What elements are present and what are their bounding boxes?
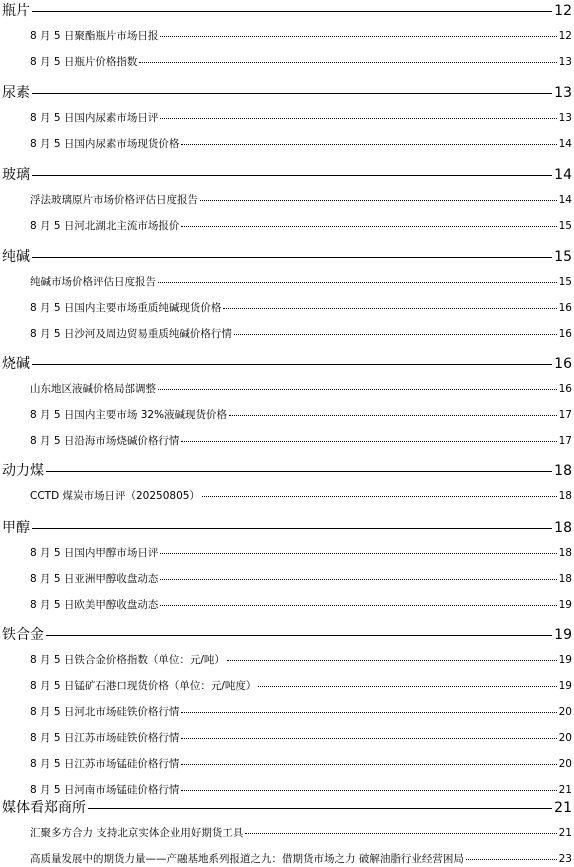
toc-entry-title: 8 月 5 日国内甲醇市场日评 xyxy=(30,547,159,559)
toc-section-title: 烧碱 xyxy=(2,356,30,372)
toc-leader-line xyxy=(32,11,552,12)
toc-entry-page: 18 xyxy=(558,490,572,502)
toc-section-title: 甲醇 xyxy=(2,520,30,536)
toc-entry-page: 17 xyxy=(558,409,572,421)
toc-section-title: 瓶片 xyxy=(2,3,30,19)
toc-section-heading[interactable] xyxy=(2,246,572,266)
toc-entry-page: 21 xyxy=(558,784,572,796)
toc-entry-page: 20 xyxy=(558,706,572,718)
toc-entry-page: 17 xyxy=(558,435,572,447)
toc-entry[interactable] xyxy=(30,756,572,772)
toc-leader-dots xyxy=(258,686,556,687)
toc-leader-dots xyxy=(160,605,556,606)
toc-leader-dots xyxy=(200,200,557,201)
toc-entry-page: 14 xyxy=(558,194,572,206)
toc-leader-line xyxy=(32,175,552,176)
toc-entry[interactable] xyxy=(30,274,572,290)
toc-leader-dots xyxy=(181,144,556,145)
toc-entry-page: 16 xyxy=(558,328,572,340)
toc-section-heading[interactable] xyxy=(2,353,572,373)
toc-entry-page: 12 xyxy=(558,30,572,42)
toc-entry-page: 13 xyxy=(558,112,572,124)
toc-entry[interactable] xyxy=(30,652,572,668)
toc-page-number: 16 xyxy=(554,356,572,372)
toc-entry-title: 8 月 5 日沿海市场烧碱价格行情 xyxy=(30,435,180,447)
toc-page-number: 13 xyxy=(554,85,572,101)
toc-entry-page: 19 xyxy=(558,680,572,692)
toc-entry[interactable] xyxy=(30,488,572,504)
toc-leader-dots xyxy=(181,764,556,765)
toc-leader-dots xyxy=(181,712,556,713)
toc-page-number: 18 xyxy=(554,463,572,479)
toc-entry-title: 8 月 5 日国内主要市场 32%液碱现货价格 xyxy=(30,409,228,421)
toc-entry[interactable] xyxy=(30,678,572,694)
toc-entry[interactable] xyxy=(30,730,572,746)
toc-entry-title: 8 月 5 日亚洲甲醇收盘动态 xyxy=(30,573,159,585)
toc-section-heading[interactable] xyxy=(2,460,572,480)
toc-leader-dots xyxy=(160,553,556,554)
toc-entry-title: 山东地区液碱价格局部调整 xyxy=(30,383,156,395)
toc-entry-title: 8 月 5 日聚酯瓶片市场日报 xyxy=(30,30,159,42)
toc-leader-dots xyxy=(139,62,556,63)
toc-leader-line xyxy=(88,808,552,809)
toc-section-heading[interactable] xyxy=(2,517,572,537)
toc-entry-page: 16 xyxy=(558,383,572,395)
toc-entry-title: 8 月 5 日锰矿石港口现货价格（单位：元/吨度） xyxy=(30,680,257,692)
toc-leader-dots xyxy=(158,282,557,283)
toc-leader-dots xyxy=(181,226,556,227)
toc-leader-dots xyxy=(227,660,557,661)
toc-entry-page: 15 xyxy=(558,220,572,232)
toc-entry[interactable] xyxy=(30,704,572,720)
toc-entry[interactable] xyxy=(30,326,572,342)
toc-entry-title: 8 月 5 日瓶片价格指数 xyxy=(30,56,138,68)
toc-entry-page: 19 xyxy=(558,599,572,611)
toc-entry[interactable] xyxy=(30,54,572,70)
toc-leader-dots xyxy=(466,859,557,860)
toc-entry-page: 23 xyxy=(558,853,572,865)
toc-section-heading[interactable] xyxy=(2,624,572,644)
toc-leader-dots xyxy=(181,441,556,442)
toc-entry-title: 8 月 5 日江苏市场硅铁价格行情 xyxy=(30,732,180,744)
toc-entry[interactable] xyxy=(30,192,572,208)
toc-page-number: 18 xyxy=(554,520,572,536)
toc-page-number: 21 xyxy=(554,800,572,816)
toc-leader-dots xyxy=(158,389,557,390)
toc-section-heading[interactable] xyxy=(2,0,572,20)
toc-leader-dots xyxy=(202,496,557,497)
toc-leader-dots xyxy=(160,118,556,119)
toc-leader-dots xyxy=(160,36,556,37)
toc-entry-title: CCTD 煤炭市场日评（20250805） xyxy=(30,490,200,502)
toc-entry-page: 18 xyxy=(558,547,572,559)
toc-leader-dots xyxy=(223,308,556,309)
toc-entry[interactable] xyxy=(30,571,572,587)
toc-entry-title: 8 月 5 日欧美甲醇收盘动态 xyxy=(30,599,159,611)
toc-entry-title: 8 月 5 日河北市场硅铁价格行情 xyxy=(30,706,180,718)
toc-entry-title: 8 月 5 日河北湖北主流市场报价 xyxy=(30,220,180,232)
toc-entry-page: 20 xyxy=(558,732,572,744)
toc-entry[interactable] xyxy=(30,433,572,449)
toc-section-heading[interactable] xyxy=(2,164,572,184)
toc-leader-line xyxy=(32,364,552,365)
toc-entry-title: 8 月 5 日河南市场锰硅价格行情 xyxy=(30,784,180,796)
toc-entry-title: 8 月 5 日国内尿素市场日评 xyxy=(30,112,159,124)
toc-entry[interactable] xyxy=(30,28,572,44)
toc-section-title: 纯碱 xyxy=(2,249,30,265)
toc-entry[interactable] xyxy=(30,407,572,423)
toc-entry-title: 8 月 5 日江苏市场锰硅价格行情 xyxy=(30,758,180,770)
toc-entry[interactable] xyxy=(30,136,572,152)
toc-entry-title: 8 月 5 日铁合金价格指数（单位：元/吨） xyxy=(30,654,225,666)
toc-entry[interactable] xyxy=(30,782,572,798)
toc-leader-dots xyxy=(234,334,557,335)
toc-leader-line xyxy=(46,471,552,472)
toc-entry-page: 14 xyxy=(558,138,572,150)
toc-entry[interactable] xyxy=(30,110,572,126)
toc-entry-title: 浮法玻璃原片市场价格评估日度报告 xyxy=(30,194,198,206)
toc-leader-line xyxy=(32,93,552,94)
toc-section-heading[interactable] xyxy=(2,797,572,817)
toc-leader-dots xyxy=(229,415,557,416)
toc-leader-line xyxy=(32,528,552,529)
toc-leader-dots xyxy=(160,579,556,580)
toc-entry-title: 8 月 5 日国内主要市场重质纯碱现货价格 xyxy=(30,302,222,314)
toc-entry-page: 16 xyxy=(558,302,572,314)
toc-entry-page: 18 xyxy=(558,573,572,585)
toc-section-title: 媒体看郑商所 xyxy=(2,800,86,816)
toc-entry[interactable] xyxy=(30,597,572,613)
toc-entry-page: 21 xyxy=(558,827,572,839)
toc-entry-title: 纯碱市场价格评估日度报告 xyxy=(30,276,156,288)
toc-page-number: 12 xyxy=(554,3,572,19)
toc-entry-page: 19 xyxy=(558,654,572,666)
toc-entry-page: 15 xyxy=(558,276,572,288)
toc-section-title: 动力煤 xyxy=(2,463,44,479)
toc-entry-title: 8 月 5 日国内尿素市场现货价格 xyxy=(30,138,180,150)
toc-leader-line xyxy=(32,257,552,258)
toc-entry-title: 汇聚多方合力 支持北京实体企业用好期货工具 xyxy=(30,827,244,839)
toc-page-number: 19 xyxy=(554,627,572,643)
toc-entry[interactable] xyxy=(30,300,572,316)
toc-page-number: 14 xyxy=(554,167,572,183)
toc-leader-dots xyxy=(181,738,556,739)
toc-section-title: 玻璃 xyxy=(2,167,30,183)
toc-entry-page: 20 xyxy=(558,758,572,770)
toc-entry-title: 8 月 5 日沙河及周边贸易重质纯碱价格行情 xyxy=(30,328,232,340)
toc-entry[interactable] xyxy=(30,381,572,397)
toc-section-heading[interactable] xyxy=(2,82,572,102)
toc-entry-title: 高质量发展中的期货力量——产融基地系列报道之九：借期货市场之力 破解油脂行业经营困局 xyxy=(30,853,464,865)
toc-section-title: 铁合金 xyxy=(2,627,44,643)
toc-section-title: 尿素 xyxy=(2,85,30,101)
toc-entry[interactable] xyxy=(30,851,572,867)
toc-entry[interactable] xyxy=(30,218,572,234)
toc-entry-page: 13 xyxy=(558,56,572,68)
toc-entry[interactable] xyxy=(30,825,572,841)
toc-entry[interactable] xyxy=(30,545,572,561)
toc-page-number: 15 xyxy=(554,249,572,265)
toc-leader-line xyxy=(46,635,552,636)
toc-leader-dots xyxy=(181,790,556,791)
toc-leader-dots xyxy=(245,833,556,834)
